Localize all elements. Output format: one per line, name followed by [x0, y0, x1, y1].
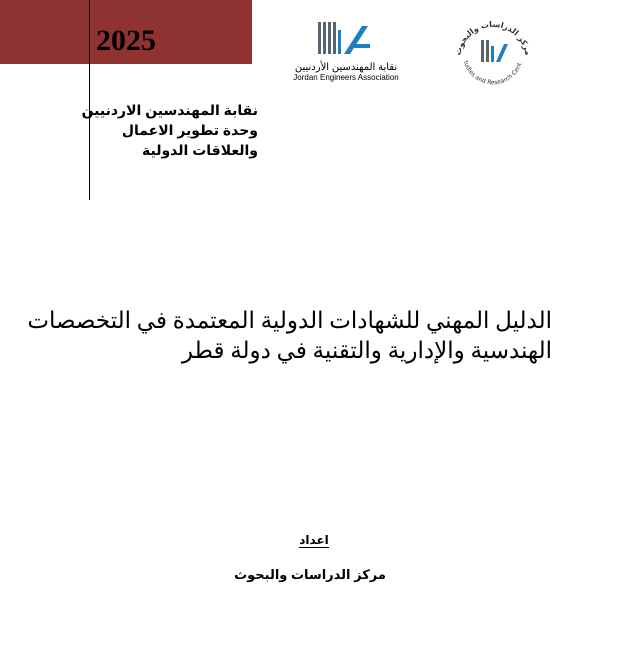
src-logo-arabic: مركز الدراسات والبحوث — [453, 19, 533, 57]
header-divider — [0, 64, 89, 65]
author-name: مركز الدراسات والبحوث — [234, 567, 386, 582]
title-line-2: الهندسية والإدارية والتقنية في دولة قطر — [181, 338, 552, 363]
org-line-2: وحدة تطوير الاعمال — [121, 122, 258, 138]
title-line-1: الدليل المهني للشهادات الدولية المعتمدة في التخصصات — [27, 308, 552, 333]
src-logo-english: tudies and Research Cent — [461, 60, 524, 87]
org-line-3: والعلاقات الدولية — [142, 142, 258, 158]
year-label: 2025 — [96, 24, 156, 57]
jea-logo-english: Jordan Engineers Association — [293, 73, 399, 82]
src-logo-icon — [448, 10, 538, 100]
src-logo — [448, 10, 538, 100]
org-line-1: نقابة المهندسين الاردنيين — [81, 102, 258, 118]
organization-block — [81, 100, 258, 160]
jea-logo — [284, 18, 408, 80]
document-title — [27, 306, 552, 366]
jea-logo-arabic: نقابة المهندسين الأردنيين — [294, 62, 398, 73]
prepared-by-label — [290, 533, 338, 547]
prepared-by-text: اعداد — [299, 533, 329, 547]
jea-logo-icon — [314, 18, 378, 58]
